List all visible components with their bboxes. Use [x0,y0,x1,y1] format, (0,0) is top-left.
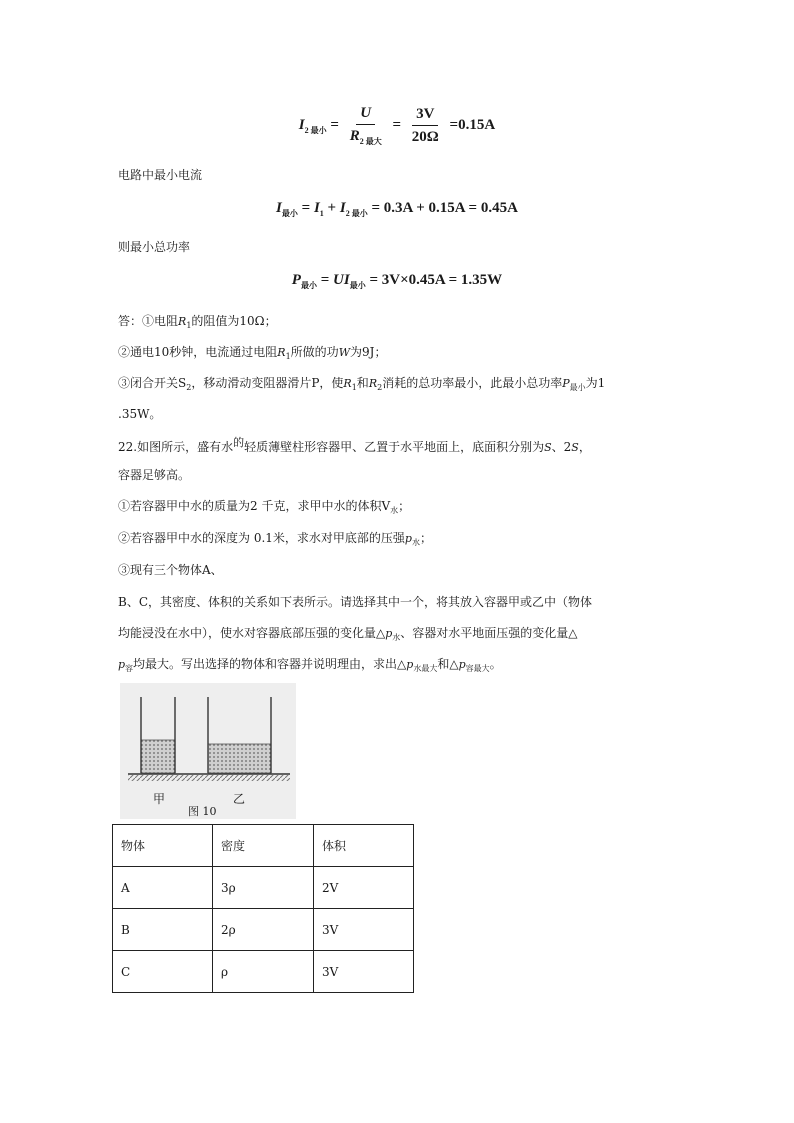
header-volume: 体积 [314,825,414,867]
fraction-3v-over-20ohm: $\frac{3V}{20\Omega}$ [411,106,439,145]
water-jia [141,740,175,773]
answer-2: ②通电10秒钟，电流通过电阻$R_1$所做的功W为9J； [118,345,387,361]
table-row [113,867,414,909]
question-22-part-3-line-2: B、C，其密度、体积的关系如下表所示。请选择其中一个，将其放入容器甲或乙中（物体 [118,595,593,609]
header-object: 物体 [113,825,213,867]
objects-table [112,824,414,993]
cell-density: ρ [213,951,314,993]
cell-object: B [113,909,213,951]
question-22-part-3-line-4: $p_容$均最大。写出选择的物体和容器并说明理由，求出$\triangle p_{水最大}$和$\triangle p_{容最大}$。 [118,657,502,673]
table-header-row [113,825,414,867]
question-22-part-3-line-3: 均能浸没在水中），使水对容器底部压强的变化量$\triangle p_水$、容器对水平地面压强的变化量△ [118,626,578,642]
question-22-part-1: ①若容器甲中水的质量为2 千克，求甲中水的体积$V_水$； [118,499,411,515]
equation-min-current-2: $I_{2 最小}$ = $\frac{U}{R_{2 最大}}$ = $\frac{3V}{20\Omega}$ =0.15A [298,105,496,146]
question-22-part-2: ②若容器甲中水的深度为 0.1米，求水对甲底部的压强$p_水$； [118,531,432,547]
cell-density: 3ρ [213,867,314,909]
min-power-label: 则最小总功率 [118,240,191,254]
header-density: 密度 [213,825,314,867]
equation-min-power: $P_{最小} = UI_{最小} = 3V\times 0.45A = 1.35W$ [291,272,503,290]
label-container-jia: 甲 [153,792,166,806]
cell-object: A [113,867,213,909]
water-yi [208,744,271,773]
cell-volume: 3V [314,909,414,951]
question-22-line-2: 容器足够高。 [118,468,191,482]
ground-hatch [128,775,290,781]
figure-caption: 图 10 [188,805,217,818]
figure-10-containers [120,683,296,819]
table-row [113,951,414,993]
fraction-u-over-r: $\frac{U}{R_{2 最大}}$ [349,105,382,146]
question-22-intro: 22.如图所示，盛有水的轻质薄壁柱形容器甲、乙置于水平地面上，底面积分别为S、2S， [118,436,591,454]
containers-diagram [120,683,296,819]
min-current-label: 电路中最小电流 [118,168,203,182]
label-container-yi: 乙 [233,792,246,806]
cell-density: 2ρ [213,909,314,951]
answer-1: 答：①电阻$R_1$的阻值为10Ω； [118,314,277,330]
cell-volume: 2V [314,867,414,909]
question-22-part-3: ③现有三个物体A、 [118,563,223,577]
cell-object: C [113,951,213,993]
equation-min-current-total: $I_{最小} = I_1 + I_{2 最小} = 0.3A + 0.15A = 0.45A$ [276,200,518,218]
cell-volume: 3V [314,951,414,993]
table-row [113,909,414,951]
answer-3-continued: .35W。 [118,407,162,421]
answer-3: ③闭合开关$S_2$，移动滑动变阻器滑片P，使$R_1$和$R_2$消耗的总功率最小，此最小总功率$P_{最小}$为1 [118,376,606,392]
